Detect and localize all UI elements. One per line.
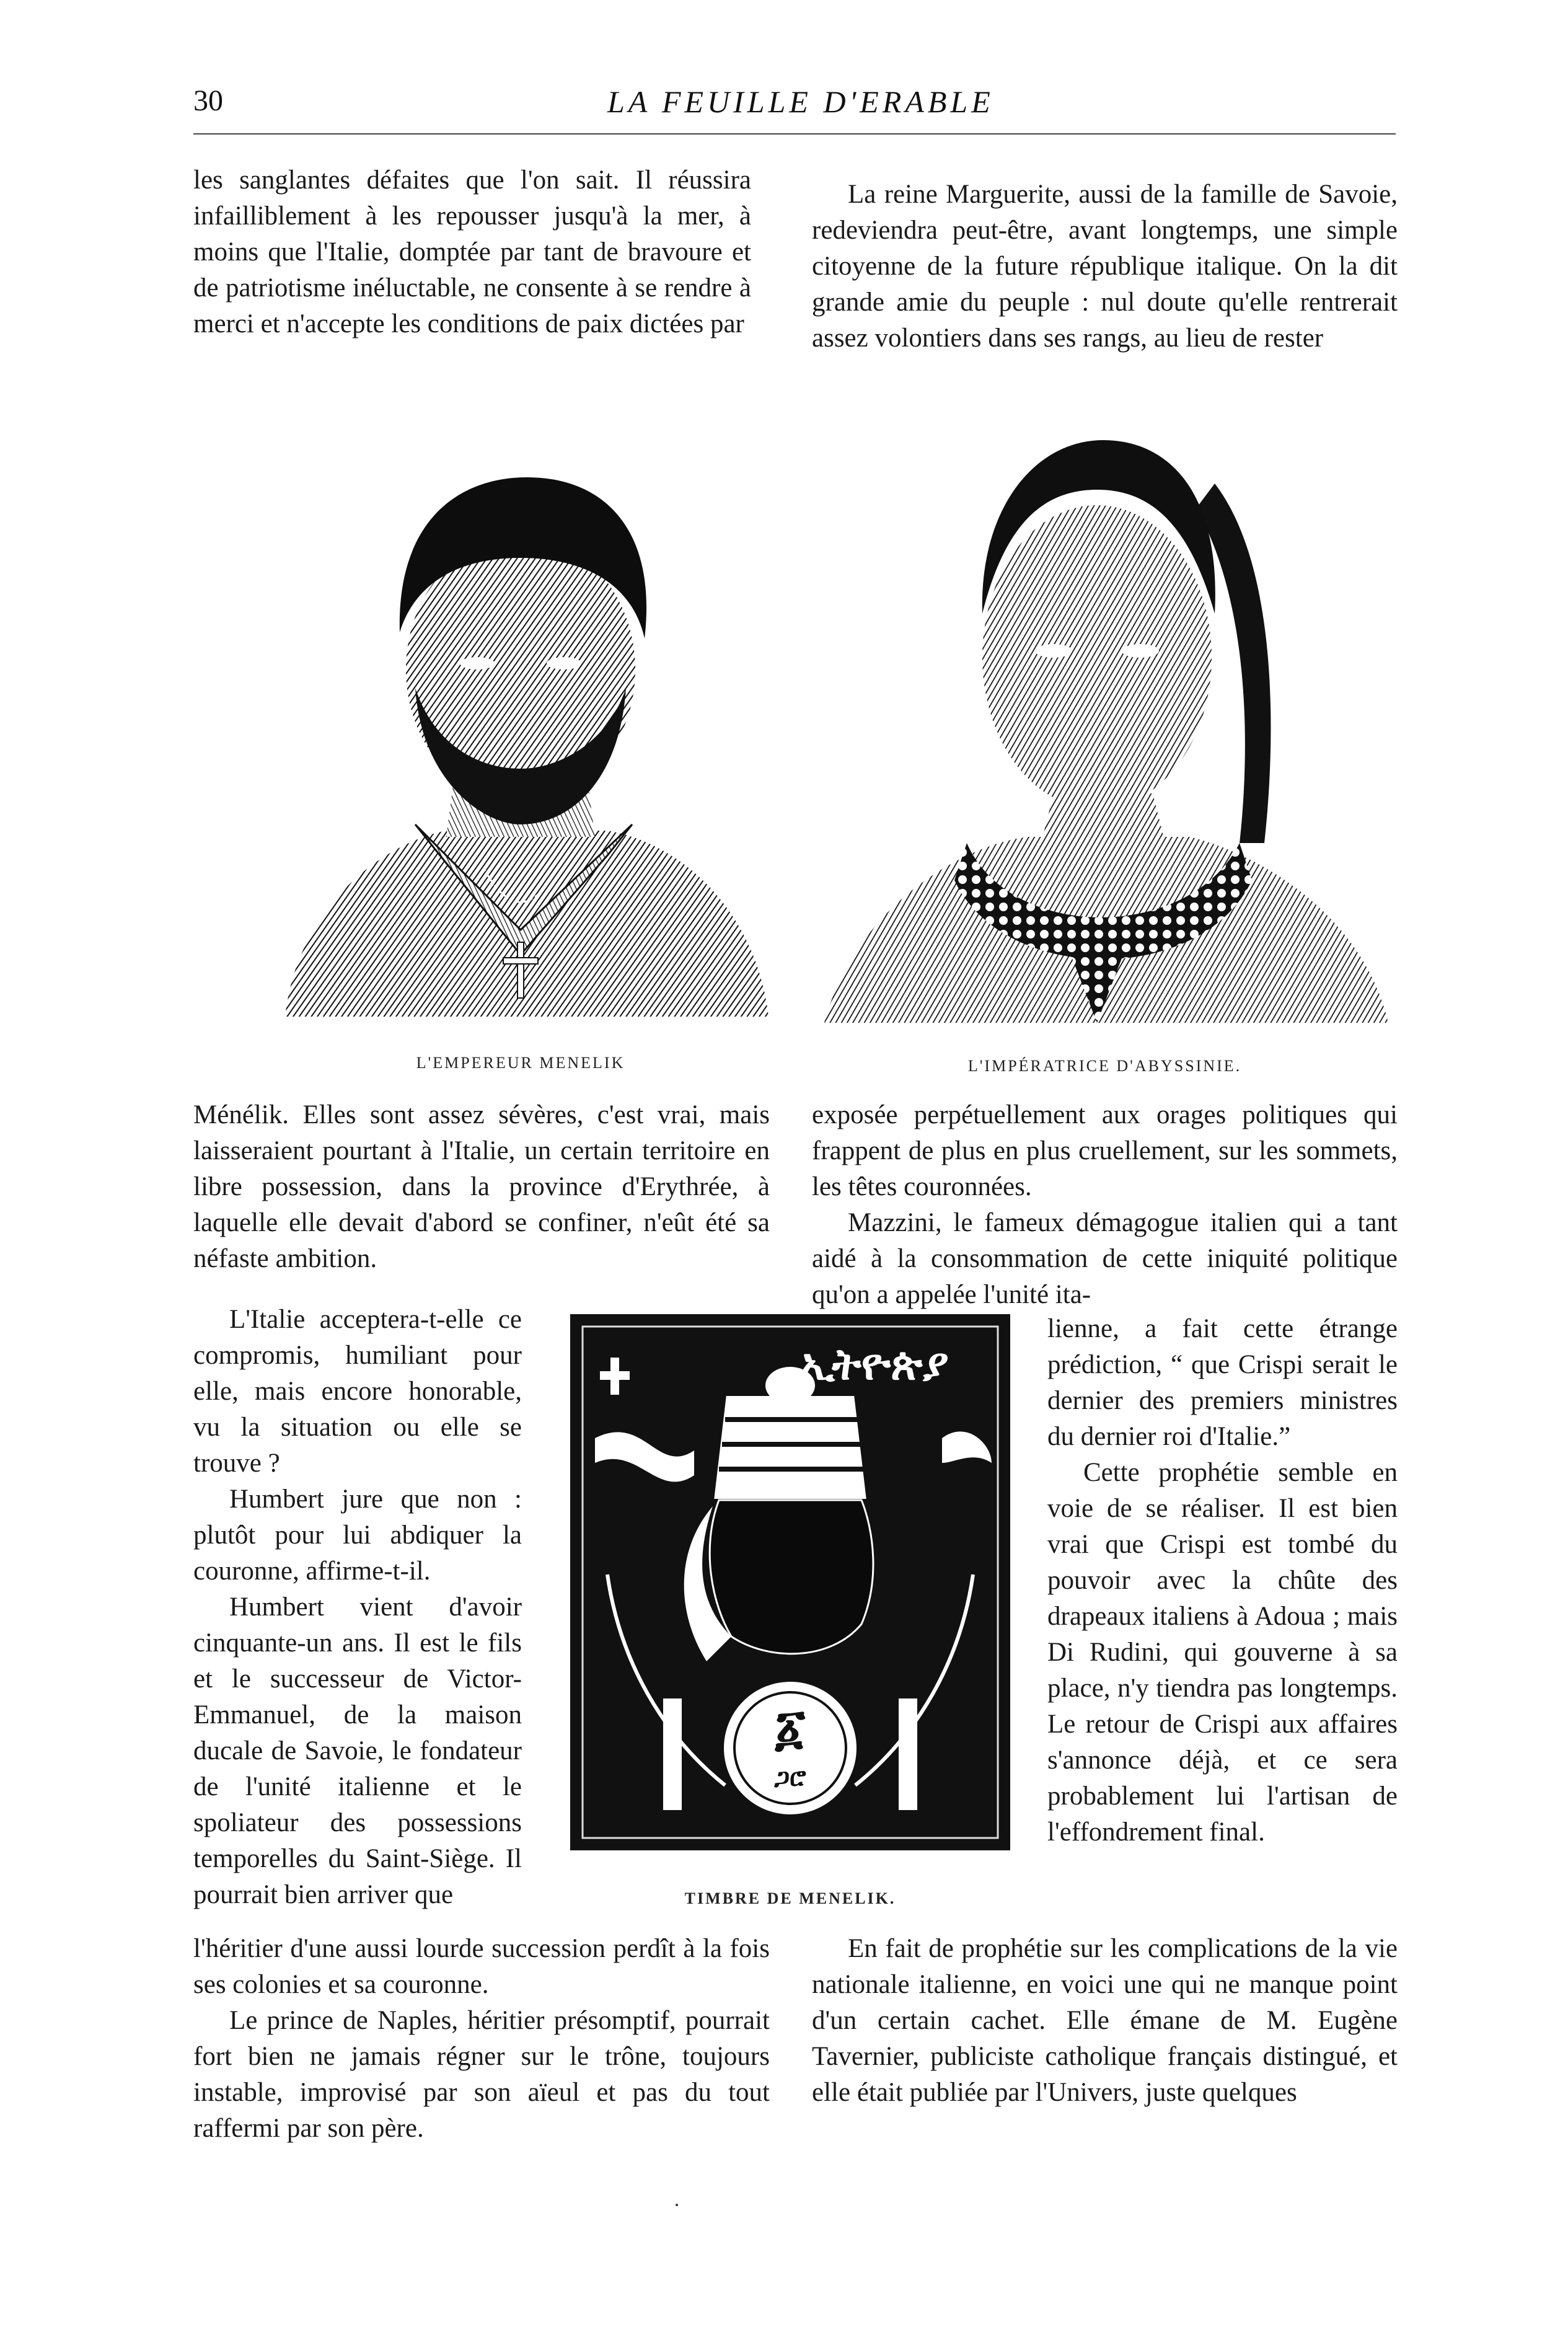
right-col-bottom: En fait de prophétie sur les complications de la vie nationale italienne, en voici une qui ne manque point d'un certain cachet. Elle émane de M. Eugène Tavernier, publiciste catholique français distingué, et elle était publiée par l'Univers, juste quelques (812, 1934, 1398, 2107)
empress-engraving-icon (806, 409, 1401, 1029)
right-col-narrow: lienne, a fait cette étrange prédiction, “ que Crispi serait le dernier des premiers ministres du dernier roi d'Italie.” Cette prophétie semble en voie de se réaliser. Il est bien vrai que Crispi est tombé du pouvoir avec la chûte des drapeaux italiens à Adoua ; mais Di Rudini, qui gouverne à sa place, n'y tiendra pas longtemps. Le retour de Crispi aux affaires s'annonce déjà, et ce sera probablement lui l'artisan de l'effondrement final. (1047, 1314, 1398, 1847)
page-speck (676, 2204, 678, 2206)
journal-title: LA FEUILLE D'ERABLE (607, 84, 994, 119)
menelik-stamp (570, 1314, 1010, 1850)
stamp-numeral: ፩ (775, 1698, 806, 1756)
left-col-p1: Ménélik. Elles sont assez sévères, c'est vrai, mais laisseraient pourtant à l'Italie, un certain territoire en libre possession, dans la province d'Erythrée, à laquelle elle devait d'abord se confiner, n'eût été sa néfaste ambition. (193, 1100, 770, 1273)
left-col-narrow: L'Italie acceptera-t-elle ce compromis, humiliant pour elle, mais encore honorable, vu la situation ou elle se trouve ? Humbert jure que non : plutôt pour lui abdiquer la couronne, affirme-t-il. Humbert vient d'avoir cinquante-un ans. Il est le fils et le successeur de Victor-Emmanuel, de la maison ducale de Savoie, le fondateur de l'unité italienne et le spoliateur des possessions temporelles du Saint-Siège. Il pourrait bien arriver que (193, 1305, 522, 1909)
stamp-ethiopic-title: ኢትዮጵያ (799, 1339, 949, 1390)
right-col-upper: exposée perpétuellement aux orages politiques qui frappent de plus en plus cruellement, sur les sommets, les têtes couronnées. Mazzini, le fameux démagogue italien qui a tant aidé à la consommation de cette iniquité politique qu'on a appelée l'unité ita- (812, 1100, 1398, 1309)
top-right-paragraph: La reine Marguerite, aussi de la famille de Savoie, redeviendra peut-être, avant longtemps, une simple citoyenne de la future république italique. On la dit grande amie du peuple : nul doute qu'elle rentrerait assez volontiers dans ses rangs, au lieu de rester (812, 180, 1398, 353)
emperor-portrait (260, 397, 781, 1023)
empress-portrait (806, 409, 1401, 1029)
empress-caption: L'IMPÉRATRICE D'ABYSSINIE. (967, 1057, 1242, 1075)
header-rule (193, 133, 1396, 135)
stamp-caption: TIMBRE DE MENELIK. (684, 1889, 896, 1907)
top-left-paragraph: les sanglantes défaites que l'on sait. Il réussira infailliblement à les repousser jusqu'à la mer, à moins que l'Italie, domptée par tant de bravoure et de patriotisme inéluctable, ne consente à se rendre à merci et n'accepte les conditions de paix dictées par (193, 166, 751, 338)
left-col-bottom: l'héritier d'une aussi lourde succession perdît à la fois ses colonies et sa couronne. Le prince de Naples, héritier présomptif, pourrait fort bien ne jamais régner sur le trône, toujours instable, improvisé par son aïeul et pas du tout raffermi par son père. (193, 1934, 770, 2143)
stamp-value-text: ጋሮ (774, 1764, 806, 1792)
emperor-engraving-icon (260, 397, 781, 1023)
page-number: 30 (193, 84, 223, 117)
emperor-caption: L'EMPEREUR MENELIK (416, 1054, 625, 1072)
